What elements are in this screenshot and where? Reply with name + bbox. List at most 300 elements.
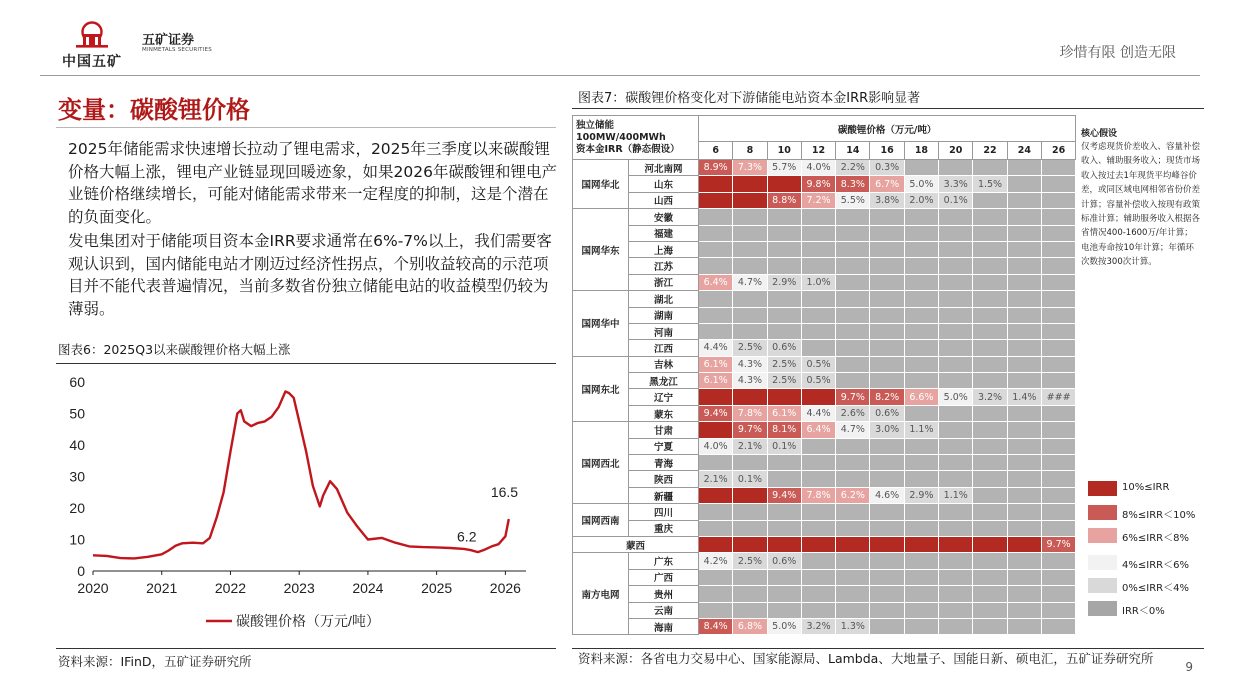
- irr-value-cell: [1041, 569, 1075, 585]
- irr-value-cell: [939, 356, 973, 372]
- irr-value-cell: [836, 504, 870, 520]
- x-tick-label: 2020: [77, 580, 109, 596]
- irr-value-cell: 0.6%: [870, 405, 904, 421]
- irr-value-cell: 1.0%: [801, 274, 835, 290]
- irr-value-cell: [836, 274, 870, 290]
- legend-item: [1088, 528, 1218, 544]
- y-tick-label: 50: [69, 405, 85, 422]
- irr-value-cell: [801, 455, 835, 471]
- irr-value-cell: [1041, 340, 1075, 356]
- irr-value-cell: [836, 553, 870, 569]
- irr-value-cell: [1041, 209, 1075, 225]
- legend-label: 碳酸锂价格（万元/吨）: [236, 613, 380, 629]
- irr-value-cell: [699, 455, 733, 471]
- table-row: [573, 176, 1076, 192]
- irr-value-cell: [904, 438, 938, 454]
- irr-value-cell: [973, 373, 1007, 389]
- irr-value-cell: [767, 225, 801, 241]
- table-row: [573, 405, 1076, 421]
- irr-value-cell: 4.0%: [801, 160, 835, 176]
- price-column-header: 24: [1007, 142, 1041, 160]
- irr-value-cell: [870, 225, 904, 241]
- province-cell: 河北南网: [629, 160, 699, 176]
- irr-value-cell: [1041, 422, 1075, 438]
- table-row: [573, 586, 1076, 602]
- irr-value-cell: [939, 291, 973, 307]
- irr-value-cell: [767, 569, 801, 585]
- irr-value-cell: 4.0%: [699, 438, 733, 454]
- irr-value-cell: [733, 586, 767, 602]
- irr-value-cell: [801, 241, 835, 257]
- irr-value-cell: [1007, 258, 1041, 274]
- irr-value-cell: 5.0%: [767, 618, 801, 634]
- irr-value-cell: [939, 323, 973, 339]
- y-tick-label: 10: [69, 531, 85, 548]
- irr-value-cell: [1041, 504, 1075, 520]
- x-tick-label: 2023: [283, 580, 315, 596]
- province-cell: 陕西: [629, 471, 699, 487]
- province-cell: 蒙西: [573, 536, 699, 552]
- province-cell: 青海: [629, 455, 699, 471]
- irr-value-cell: [904, 340, 938, 356]
- irr-value-cell: [1007, 536, 1041, 552]
- x-tick-label: 2024: [352, 580, 384, 596]
- table-row: [573, 373, 1076, 389]
- irr-value-cell: [939, 618, 973, 634]
- table-row: [573, 160, 1076, 176]
- irr-value-cell: 5.0%: [939, 389, 973, 405]
- irr-value-cell: 2.5%: [767, 373, 801, 389]
- irr-value-cell: [1041, 291, 1075, 307]
- irr-value-cell: 0.1%: [939, 192, 973, 208]
- irr-value-cell: [801, 291, 835, 307]
- irr-value-cell: [939, 241, 973, 257]
- irr-value-cell: [870, 258, 904, 274]
- irr-value-cell: [1007, 455, 1041, 471]
- irr-value-cell: [801, 569, 835, 585]
- irr-value-cell: [973, 487, 1007, 503]
- irr-value-cell: 8.9%: [699, 160, 733, 176]
- irr-value-cell: 2.1%: [733, 438, 767, 454]
- irr-value-cell: 3.0%: [870, 422, 904, 438]
- table-row: [573, 504, 1076, 520]
- irr-value-cell: [767, 307, 801, 323]
- province-cell: 山东: [629, 176, 699, 192]
- table-row: [573, 455, 1076, 471]
- irr-value-cell: [939, 307, 973, 323]
- irr-value-cell: [973, 602, 1007, 618]
- irr-value-cell: [1041, 323, 1075, 339]
- brand-name: 五矿证券: [142, 33, 195, 48]
- irr-value-cell: [836, 307, 870, 323]
- irr-value-cell: [1041, 274, 1075, 290]
- region-cell: 国网华中: [573, 291, 629, 357]
- irr-value-cell: [870, 209, 904, 225]
- irr-value-cell: [1041, 602, 1075, 618]
- assumption-text: 仅考虑现货价差收入、容量补偿收入、辅助服务收入；现货市场收入按过去1年现货平均峰谷价差，或同区域电网相邻省份价差计算；容量补偿收入按现有政策标准计算；辅助服务收入根据各省情况400-1600万/年计算；电池寿命按10年计算；年循环次数按300次计算。: [1081, 142, 1201, 268]
- irr-value-cell: [870, 520, 904, 536]
- irr-value-cell: [973, 323, 1007, 339]
- irr-value-cell: [904, 586, 938, 602]
- table-row: [573, 438, 1076, 454]
- table-row: [573, 307, 1076, 323]
- legend-label: 8%≤IRR＜10%: [1122, 510, 1196, 521]
- irr-value-cell: 8.4%: [699, 618, 733, 634]
- irr-value-cell: [1041, 258, 1075, 274]
- irr-value-cell: [939, 520, 973, 536]
- irr-value-cell: [973, 225, 1007, 241]
- province-cell: 山西: [629, 192, 699, 208]
- irr-value-cell: 6.2%: [836, 487, 870, 503]
- irr-value-cell: [699, 536, 733, 552]
- legend-label: 4%≤IRR＜6%: [1122, 560, 1189, 571]
- irr-value-cell: [904, 536, 938, 552]
- irr-value-cell: [836, 241, 870, 257]
- irr-value-cell: [1041, 487, 1075, 503]
- irr-value-cell: [904, 356, 938, 372]
- table-row: [573, 487, 1076, 503]
- irr-value-cell: [836, 438, 870, 454]
- assumption-title: 核心假设: [1081, 129, 1118, 139]
- irr-value-cell: [870, 586, 904, 602]
- irr-value-cell: [1007, 422, 1041, 438]
- province-cell: 辽宁: [629, 389, 699, 405]
- irr-value-cell: [836, 356, 870, 372]
- irr-value-cell: [836, 586, 870, 602]
- irr-value-cell: [733, 569, 767, 585]
- province-cell: 云南: [629, 602, 699, 618]
- lithium-price-chart: [56, 368, 556, 648]
- province-cell: 江西: [629, 340, 699, 356]
- legend-swatch: [1088, 601, 1117, 616]
- irr-value-cell: [801, 471, 835, 487]
- irr-value-cell: [767, 602, 801, 618]
- irr-value-cell: [1007, 569, 1041, 585]
- irr-value-cell: [836, 455, 870, 471]
- province-cell: 湖北: [629, 291, 699, 307]
- irr-value-cell: [767, 258, 801, 274]
- province-cell: 黑龙江: [629, 373, 699, 389]
- irr-value-cell: [973, 340, 1007, 356]
- irr-value-cell: 4.2%: [699, 553, 733, 569]
- irr-value-cell: [733, 520, 767, 536]
- irr-value-cell: [699, 176, 733, 192]
- irr-value-cell: [870, 471, 904, 487]
- irr-value-cell: 2.5%: [767, 356, 801, 372]
- region-cell: 南方电网: [573, 553, 629, 635]
- irr-value-cell: [836, 536, 870, 552]
- irr-value-cell: [733, 504, 767, 520]
- irr-value-cell: 7.3%: [733, 160, 767, 176]
- figure7-bottom-divider: [572, 648, 1204, 649]
- province-cell: 湖南: [629, 307, 699, 323]
- header-slogan: 珍惜有限 创造无限: [1059, 45, 1176, 61]
- irr-value-cell: [1007, 274, 1041, 290]
- irr-value-cell: [1007, 209, 1041, 225]
- irr-value-cell: [1007, 307, 1041, 323]
- irr-value-cell: [973, 586, 1007, 602]
- corner-header-line: 100MW/400MWh: [576, 131, 666, 143]
- y-tick-label: 20: [69, 500, 85, 516]
- irr-value-cell: [904, 258, 938, 274]
- region-cell: 国网华北: [573, 160, 629, 209]
- province-cell: 安徽: [629, 209, 699, 225]
- irr-value-cell: 8.8%: [767, 192, 801, 208]
- province-cell: 广西: [629, 569, 699, 585]
- figure7-top-divider: [572, 108, 1204, 109]
- irr-value-cell: [801, 323, 835, 339]
- legend-item: [1088, 555, 1218, 571]
- corner-header-line: 资本金IRR（静态假设）: [576, 143, 680, 155]
- irr-value-cell: 9.4%: [767, 487, 801, 503]
- y-tick-label: 0: [77, 563, 85, 579]
- irr-value-cell: 1.4%: [1007, 389, 1041, 405]
- page-number: 9: [1185, 660, 1193, 674]
- irr-value-cell: [1007, 160, 1041, 176]
- table-row: [573, 536, 1076, 552]
- legend-swatch: [1088, 528, 1117, 543]
- figure6-title: 图表6：2025Q3以来碳酸锂价格大幅上涨: [58, 342, 291, 357]
- table-row: [573, 422, 1076, 438]
- irr-value-cell: [733, 389, 767, 405]
- irr-value-cell: 3.2%: [801, 618, 835, 634]
- province-cell: 贵州: [629, 586, 699, 602]
- irr-value-cell: [973, 520, 1007, 536]
- irr-value-cell: [973, 405, 1007, 421]
- irr-value-cell: [904, 241, 938, 257]
- province-cell: 广东: [629, 553, 699, 569]
- legend-label: IRR＜0%: [1122, 606, 1165, 617]
- irr-value-cell: [699, 487, 733, 503]
- table-row: [573, 209, 1076, 225]
- irr-value-cell: [904, 520, 938, 536]
- province-cell: 福建: [629, 225, 699, 241]
- irr-value-cell: [939, 258, 973, 274]
- body-paragraph-2: 发电集团对于储能项目资本金IRR要求通常在6%-7%以上，我们需要客观认识到，国内储能电站才刚迈过经济性拐点，个别收益较高的示范项目并不能代表普遍情况，当前多数省份独立储能电站的收益模型仍较为薄弱。: [68, 232, 552, 318]
- irr-value-cell: 2.1%: [699, 471, 733, 487]
- irr-value-cell: [699, 569, 733, 585]
- irr-value-cell: [973, 422, 1007, 438]
- irr-value-cell: 7.8%: [801, 487, 835, 503]
- x-tick-label: 2026: [489, 580, 521, 596]
- irr-value-cell: [1041, 160, 1075, 176]
- province-cell: 甘肃: [629, 422, 699, 438]
- irr-value-cell: [1041, 438, 1075, 454]
- irr-value-cell: [973, 438, 1007, 454]
- table-row: [573, 323, 1076, 339]
- irr-value-cell: [699, 241, 733, 257]
- irr-value-cell: 1.1%: [904, 422, 938, 438]
- irr-value-cell: 8.1%: [767, 422, 801, 438]
- table-row: [573, 520, 1076, 536]
- irr-value-cell: [904, 225, 938, 241]
- brand-name-en: MINMETALS SECURITIES: [142, 47, 212, 53]
- price-column-header: 26: [1041, 142, 1075, 160]
- irr-value-cell: [870, 241, 904, 257]
- irr-value-cell: 1.5%: [973, 176, 1007, 192]
- irr-value-cell: [699, 307, 733, 323]
- irr-value-cell: [973, 504, 1007, 520]
- irr-value-cell: 6.1%: [699, 356, 733, 372]
- irr-value-cell: [801, 225, 835, 241]
- price-column-header: 14: [836, 142, 870, 160]
- irr-value-cell: [801, 438, 835, 454]
- irr-sensitivity-table: [572, 115, 1076, 635]
- irr-value-cell: [1007, 176, 1041, 192]
- irr-value-cell: [973, 258, 1007, 274]
- irr-value-cell: [904, 618, 938, 634]
- irr-value-cell: 0.3%: [870, 160, 904, 176]
- table-row: [573, 569, 1076, 585]
- table-row: [573, 553, 1076, 569]
- irr-value-cell: [870, 291, 904, 307]
- irr-value-cell: [939, 209, 973, 225]
- irr-value-cell: [699, 504, 733, 520]
- table-row: [573, 471, 1076, 487]
- irr-value-cell: [801, 520, 835, 536]
- irr-value-cell: [870, 569, 904, 585]
- irr-value-cell: 0.6%: [767, 553, 801, 569]
- irr-value-cell: [939, 602, 973, 618]
- irr-value-cell: 0.5%: [801, 356, 835, 372]
- irr-value-cell: [699, 291, 733, 307]
- irr-value-cell: [767, 455, 801, 471]
- irr-value-cell: [1007, 192, 1041, 208]
- irr-value-cell: [1041, 455, 1075, 471]
- company-logo: [62, 17, 212, 69]
- irr-value-cell: [836, 340, 870, 356]
- irr-value-cell: [733, 225, 767, 241]
- irr-value-cell: [870, 373, 904, 389]
- irr-value-cell: [767, 586, 801, 602]
- irr-value-cell: [1041, 553, 1075, 569]
- irr-value-cell: [1041, 520, 1075, 536]
- irr-value-cell: [1007, 504, 1041, 520]
- province-cell: 吉林: [629, 356, 699, 372]
- irr-value-cell: [699, 258, 733, 274]
- table-row: [573, 356, 1076, 372]
- irr-value-cell: [973, 618, 1007, 634]
- irr-value-cell: [870, 307, 904, 323]
- irr-value-cell: [801, 307, 835, 323]
- irr-value-cell: [733, 291, 767, 307]
- data-label: 16.5: [490, 484, 519, 501]
- irr-value-cell: [973, 160, 1007, 176]
- irr-value-cell: [939, 438, 973, 454]
- irr-value-cell: [904, 307, 938, 323]
- province-cell: 江苏: [629, 258, 699, 274]
- irr-value-cell: 3.3%: [939, 176, 973, 192]
- irr-value-cell: [699, 422, 733, 438]
- irr-value-cell: [973, 192, 1007, 208]
- irr-value-cell: [904, 405, 938, 421]
- legend-item: [1088, 601, 1218, 617]
- legend-label: 0%≤IRR＜4%: [1122, 583, 1189, 594]
- irr-value-cell: [801, 389, 835, 405]
- irr-value-cell: 9.7%: [733, 422, 767, 438]
- legend-label: 6%≤IRR＜8%: [1122, 533, 1189, 544]
- irr-value-cell: [1007, 520, 1041, 536]
- irr-value-cell: [904, 274, 938, 290]
- irr-value-cell: [870, 504, 904, 520]
- y-tick-label: 30: [69, 468, 85, 485]
- irr-value-cell: 2.0%: [904, 192, 938, 208]
- irr-value-cell: [699, 323, 733, 339]
- legend-swatch: [1088, 505, 1117, 520]
- irr-value-cell: [939, 455, 973, 471]
- table-corner-header: [573, 116, 699, 160]
- region-cell: 国网西南: [573, 504, 629, 537]
- irr-value-cell: [1007, 553, 1041, 569]
- irr-value-cell: 4.6%: [870, 487, 904, 503]
- irr-value-cell: [904, 569, 938, 585]
- irr-value-cell: [1007, 487, 1041, 503]
- figure7-title: 图表7：碳酸锂价格变化对下游储能电站资本金IRR影响显著: [578, 91, 921, 106]
- price-column-header: 6: [699, 142, 733, 160]
- irr-value-cell: [904, 504, 938, 520]
- irr-value-cell: [939, 422, 973, 438]
- irr-value-cell: [767, 520, 801, 536]
- irr-value-cell: [801, 504, 835, 520]
- irr-value-cell: [904, 323, 938, 339]
- irr-value-cell: 2.2%: [836, 160, 870, 176]
- irr-value-cell: 5.7%: [767, 160, 801, 176]
- table-row: [573, 225, 1076, 241]
- irr-value-cell: [870, 323, 904, 339]
- irr-value-cell: [1007, 340, 1041, 356]
- legend-swatch: [1088, 555, 1117, 570]
- irr-value-cell: 6.8%: [733, 618, 767, 634]
- table-row: [573, 241, 1076, 257]
- legend-swatch: [1088, 578, 1117, 593]
- irr-value-cell: 2.6%: [836, 405, 870, 421]
- irr-value-cell: 4.3%: [733, 356, 767, 372]
- price-column-header: 18: [904, 142, 938, 160]
- irr-value-cell: 8.3%: [836, 176, 870, 192]
- province-cell: 上海: [629, 241, 699, 257]
- irr-value-cell: [1007, 373, 1041, 389]
- irr-value-cell: [973, 291, 1007, 307]
- irr-value-cell: [870, 455, 904, 471]
- irr-value-cell: [836, 323, 870, 339]
- irr-value-cell: [904, 471, 938, 487]
- irr-value-cell: 2.9%: [767, 274, 801, 290]
- irr-value-cell: [870, 536, 904, 552]
- table-row: [573, 291, 1076, 307]
- irr-value-cell: 8.2%: [870, 389, 904, 405]
- irr-value-cell: [699, 520, 733, 536]
- irr-value-cell: [904, 602, 938, 618]
- irr-value-cell: 6.7%: [870, 176, 904, 192]
- data-label: 6.2: [457, 528, 477, 545]
- figure6-bottom-divider: [56, 648, 556, 649]
- irr-value-cell: [733, 602, 767, 618]
- irr-value-cell: [1007, 405, 1041, 421]
- body-paragraph-1: 2025年储能需求快速增长拉动了锂电需求，2025年三季度以来碳酸锂价格大幅上涨，锂电产业链显现回暖迹象，如果2026年碳酸锂和锂电产业链价格继续增长，可能对储能需求带来一定程度的抑制，这是个潜在的负面变化。: [68, 140, 557, 226]
- irr-value-cell: 4.7%: [836, 422, 870, 438]
- irr-value-cell: [870, 438, 904, 454]
- irr-value-cell: 1.1%: [939, 487, 973, 503]
- irr-value-cell: 6.6%: [904, 389, 938, 405]
- irr-value-cell: [733, 258, 767, 274]
- irr-value-cell: [1041, 307, 1075, 323]
- logo-text: 中国五矿: [62, 54, 122, 70]
- irr-value-cell: [973, 553, 1007, 569]
- header-divider: [40, 75, 1200, 76]
- irr-value-cell: [1041, 618, 1075, 634]
- irr-value-cell: [1007, 323, 1041, 339]
- title-divider: [56, 127, 556, 128]
